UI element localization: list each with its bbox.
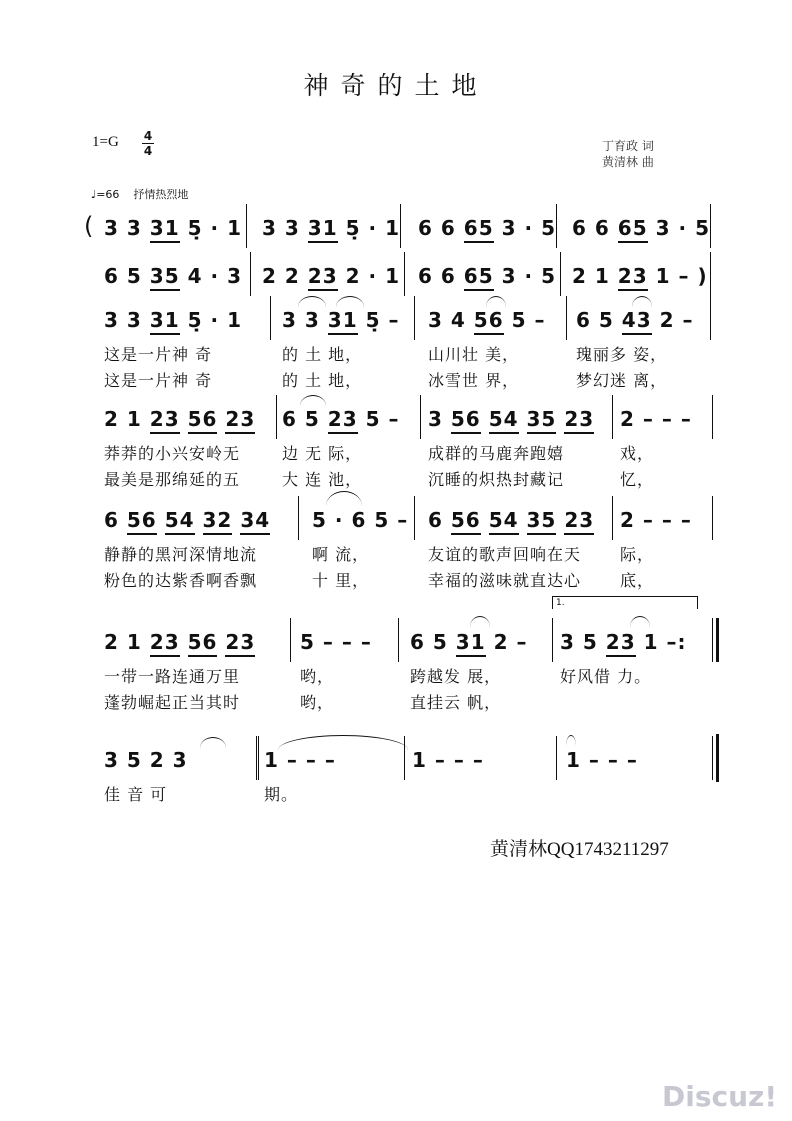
barline — [712, 736, 713, 780]
notes-row7-bar1: 3 5 2 3 — [104, 748, 188, 772]
lyrics-verse1-row5-bar3: 友谊的歌声回响在天 — [428, 545, 582, 564]
barline — [414, 496, 415, 540]
signature: 黄清林QQ1743211297 — [490, 839, 669, 860]
notes-row2-bar1: 6 5 35 4 · 3 — [104, 264, 242, 288]
repeat-barline — [716, 618, 719, 662]
tempo-value: ♩=66 — [91, 188, 120, 201]
barline — [552, 618, 553, 662]
barline — [556, 736, 557, 780]
barline — [258, 736, 259, 780]
notes-row1-bar3: 6 6 65 3 · 5 — [418, 216, 556, 240]
time-signature — [142, 130, 154, 157]
key-signature: 1=G — [92, 134, 119, 150]
lyrics-verse1-row4-bar1: 莽莽的小兴安岭无 — [104, 444, 241, 463]
barline — [566, 296, 567, 340]
lyrics-verse1-row6-bar1: 一带一路连通万里 — [104, 667, 241, 686]
notes-row1-bar2: 3 3 31 5̣ · 1 — [262, 216, 400, 240]
barline — [560, 252, 561, 296]
barline — [270, 296, 271, 340]
notes-row3-bar2: 3 3 31 5̣ – — [282, 308, 399, 332]
lyrics-verse2-row4-bar4: 忆， — [620, 470, 655, 489]
notes-row5-bar2: 5 · 6 5 – — [312, 508, 409, 532]
barline — [250, 252, 251, 296]
lyrics-verse2-row5-bar2: 十 里， — [312, 571, 370, 590]
credits — [602, 138, 654, 170]
lyrics-verse2-row3-bar3: 冰雪世 界， — [428, 371, 520, 390]
notes-row4-bar1: 2 1 23 56 23 — [104, 407, 255, 431]
notes-row6-bar3: 6 5 31 2 – — [410, 630, 527, 654]
tie-slur — [566, 735, 576, 746]
notes-row5-bar3: 6 56 54 35 23 — [428, 508, 594, 532]
barline — [256, 736, 257, 780]
lyrics-verse2-row5-bar3: 幸福的滋味就直达心 — [428, 571, 582, 590]
repeat-paren-open: ( — [84, 212, 95, 240]
lyrics-verse1-row6-bar3: 跨越发 展， — [410, 667, 502, 686]
lyrics-verse2-row4-bar1: 最美是那绵延的五 — [104, 470, 241, 489]
lyrics-verse1-row5-bar1: 静静的黑河深情地流 — [104, 545, 258, 564]
lyrics-verse2-row3-bar1: 这是一片神 奇 — [104, 371, 213, 390]
tempo-marking — [91, 186, 188, 202]
barline — [612, 395, 613, 439]
barline — [404, 252, 405, 296]
barline — [246, 204, 247, 248]
notes-row2-bar3: 6 6 65 3 · 5 — [418, 264, 556, 288]
lyrics-verse1-row3-bar3: 山川壮 美， — [428, 345, 520, 364]
barline — [398, 618, 399, 662]
notes-row3-bar3: 3 4 56 5 – — [428, 308, 545, 332]
tie-slur — [326, 491, 362, 506]
barline — [712, 395, 713, 439]
lyrics-verse1-row4-bar2: 边 无 际， — [282, 444, 363, 463]
notes-row7-bar3: 1 – – – — [412, 748, 484, 772]
barline — [556, 204, 557, 248]
barline — [710, 204, 711, 248]
composer-credit: 黄清林 曲 — [602, 155, 654, 169]
lyrics-verse1-row6-bar4: 好风借 力。 — [560, 667, 652, 686]
barline — [414, 296, 415, 340]
barline — [710, 296, 711, 340]
lyrics-verse2-row4-bar3: 沉睡的炽热封藏记 — [428, 470, 565, 489]
barline — [420, 395, 421, 439]
lyrics-verse2-row5-bar1: 粉色的达紫香啊香飘 — [104, 571, 258, 590]
barline — [276, 395, 277, 439]
barline — [612, 496, 613, 540]
barline — [298, 496, 299, 540]
barline — [404, 736, 405, 780]
notes-row2-bar4: 2 1 23 1 – ) — [572, 264, 708, 288]
lyrics-verse1-row7-bar2: 期。 — [264, 785, 299, 804]
watermark-logo: Discuz! — [662, 1080, 778, 1113]
lyrics-verse1-row3-bar2: 的 土 地， — [282, 345, 363, 364]
lyrics-verse1-row4-bar3: 成群的马鹿奔跑嬉 — [428, 444, 565, 463]
tie-slur — [486, 296, 506, 307]
tie-slur — [632, 296, 652, 307]
lyrics-verse2-row5-bar4: 底， — [620, 571, 655, 590]
lyrics-verse1-row3-bar1: 这是一片神 奇 — [104, 345, 213, 364]
lyrics-verse2-row6-bar2: 哟， — [300, 693, 335, 712]
tie-slur — [298, 296, 326, 307]
final-barline — [716, 734, 719, 782]
notes-row7-bar2: 1 – – – — [264, 748, 336, 772]
barline — [710, 252, 711, 296]
time-signature-bottom: 4 — [143, 144, 153, 158]
tie-slur — [278, 735, 408, 750]
lyrics-verse1-row4-bar4: 戏， — [620, 444, 655, 463]
lyrics-verse1-row3-bar4: 瑰丽多 姿， — [576, 345, 668, 364]
barline — [290, 618, 291, 662]
first-ending-label: 1. — [556, 598, 565, 608]
notes-row6-bar4: 3 5 23 1 –: — [560, 630, 686, 654]
lyrics-verse1-row7-bar1: 佳 音 可 — [104, 785, 168, 804]
tie-slur — [630, 616, 650, 627]
notes-row3-bar4: 6 5 43 2 – — [576, 308, 693, 332]
lyrics-verse1-row5-bar2: 啊 流， — [312, 545, 370, 564]
tie-slur — [470, 616, 490, 627]
lyrics-verse1-row5-bar4: 际， — [620, 545, 655, 564]
lyrics-verse1-row6-bar2: 哟， — [300, 667, 335, 686]
lyrics-verse2-row6-bar1: 蓬勃崛起正当其时 — [104, 693, 241, 712]
tie-slur — [200, 737, 226, 748]
expression-marking: 抒情热烈地 — [133, 188, 189, 201]
notes-row6-bar2: 5 – – – — [300, 630, 372, 654]
barline — [712, 618, 713, 662]
lyrics-verse2-row4-bar2: 大 连 池， — [282, 470, 363, 489]
first-ending-bracket — [552, 596, 698, 609]
barline — [712, 496, 713, 540]
barline — [400, 204, 401, 248]
tie-slur — [336, 296, 364, 307]
notes-row1-bar4: 6 6 65 3 · 5 — [572, 216, 710, 240]
notes-row1-bar1: 3 3 31 5̣ · 1 — [104, 216, 242, 240]
notes-row6-bar1: 2 1 23 56 23 — [104, 630, 255, 654]
notes-row3-bar1: 3 3 31 5̣ · 1 — [104, 308, 242, 332]
notes-row2-bar2: 2 2 23 2 · 1 — [262, 264, 400, 288]
notes-row7-bar4: 1 – – – — [566, 748, 638, 772]
notes-row4-bar3: 3 56 54 35 23 — [428, 407, 594, 431]
time-signature-top: 4 — [143, 129, 153, 143]
lyricist-credit: 丁育政 词 — [602, 139, 654, 153]
notes-row5-bar1: 6 56 54 32 34 — [104, 508, 270, 532]
notes-row4-bar2: 6 5 23 5 – — [282, 407, 399, 431]
tie-slur — [300, 395, 326, 406]
lyrics-verse2-row3-bar4: 梦幻迷 离， — [576, 371, 668, 390]
notes-row5-bar4: 2 – – – — [620, 508, 692, 532]
song-title: 神奇的土地 — [303, 71, 489, 100]
lyrics-verse2-row3-bar2: 的 土 地， — [282, 371, 363, 390]
notes-row4-bar4: 2 – – – — [620, 407, 692, 431]
lyrics-verse2-row6-bar3: 直挂云 帆， — [410, 693, 502, 712]
